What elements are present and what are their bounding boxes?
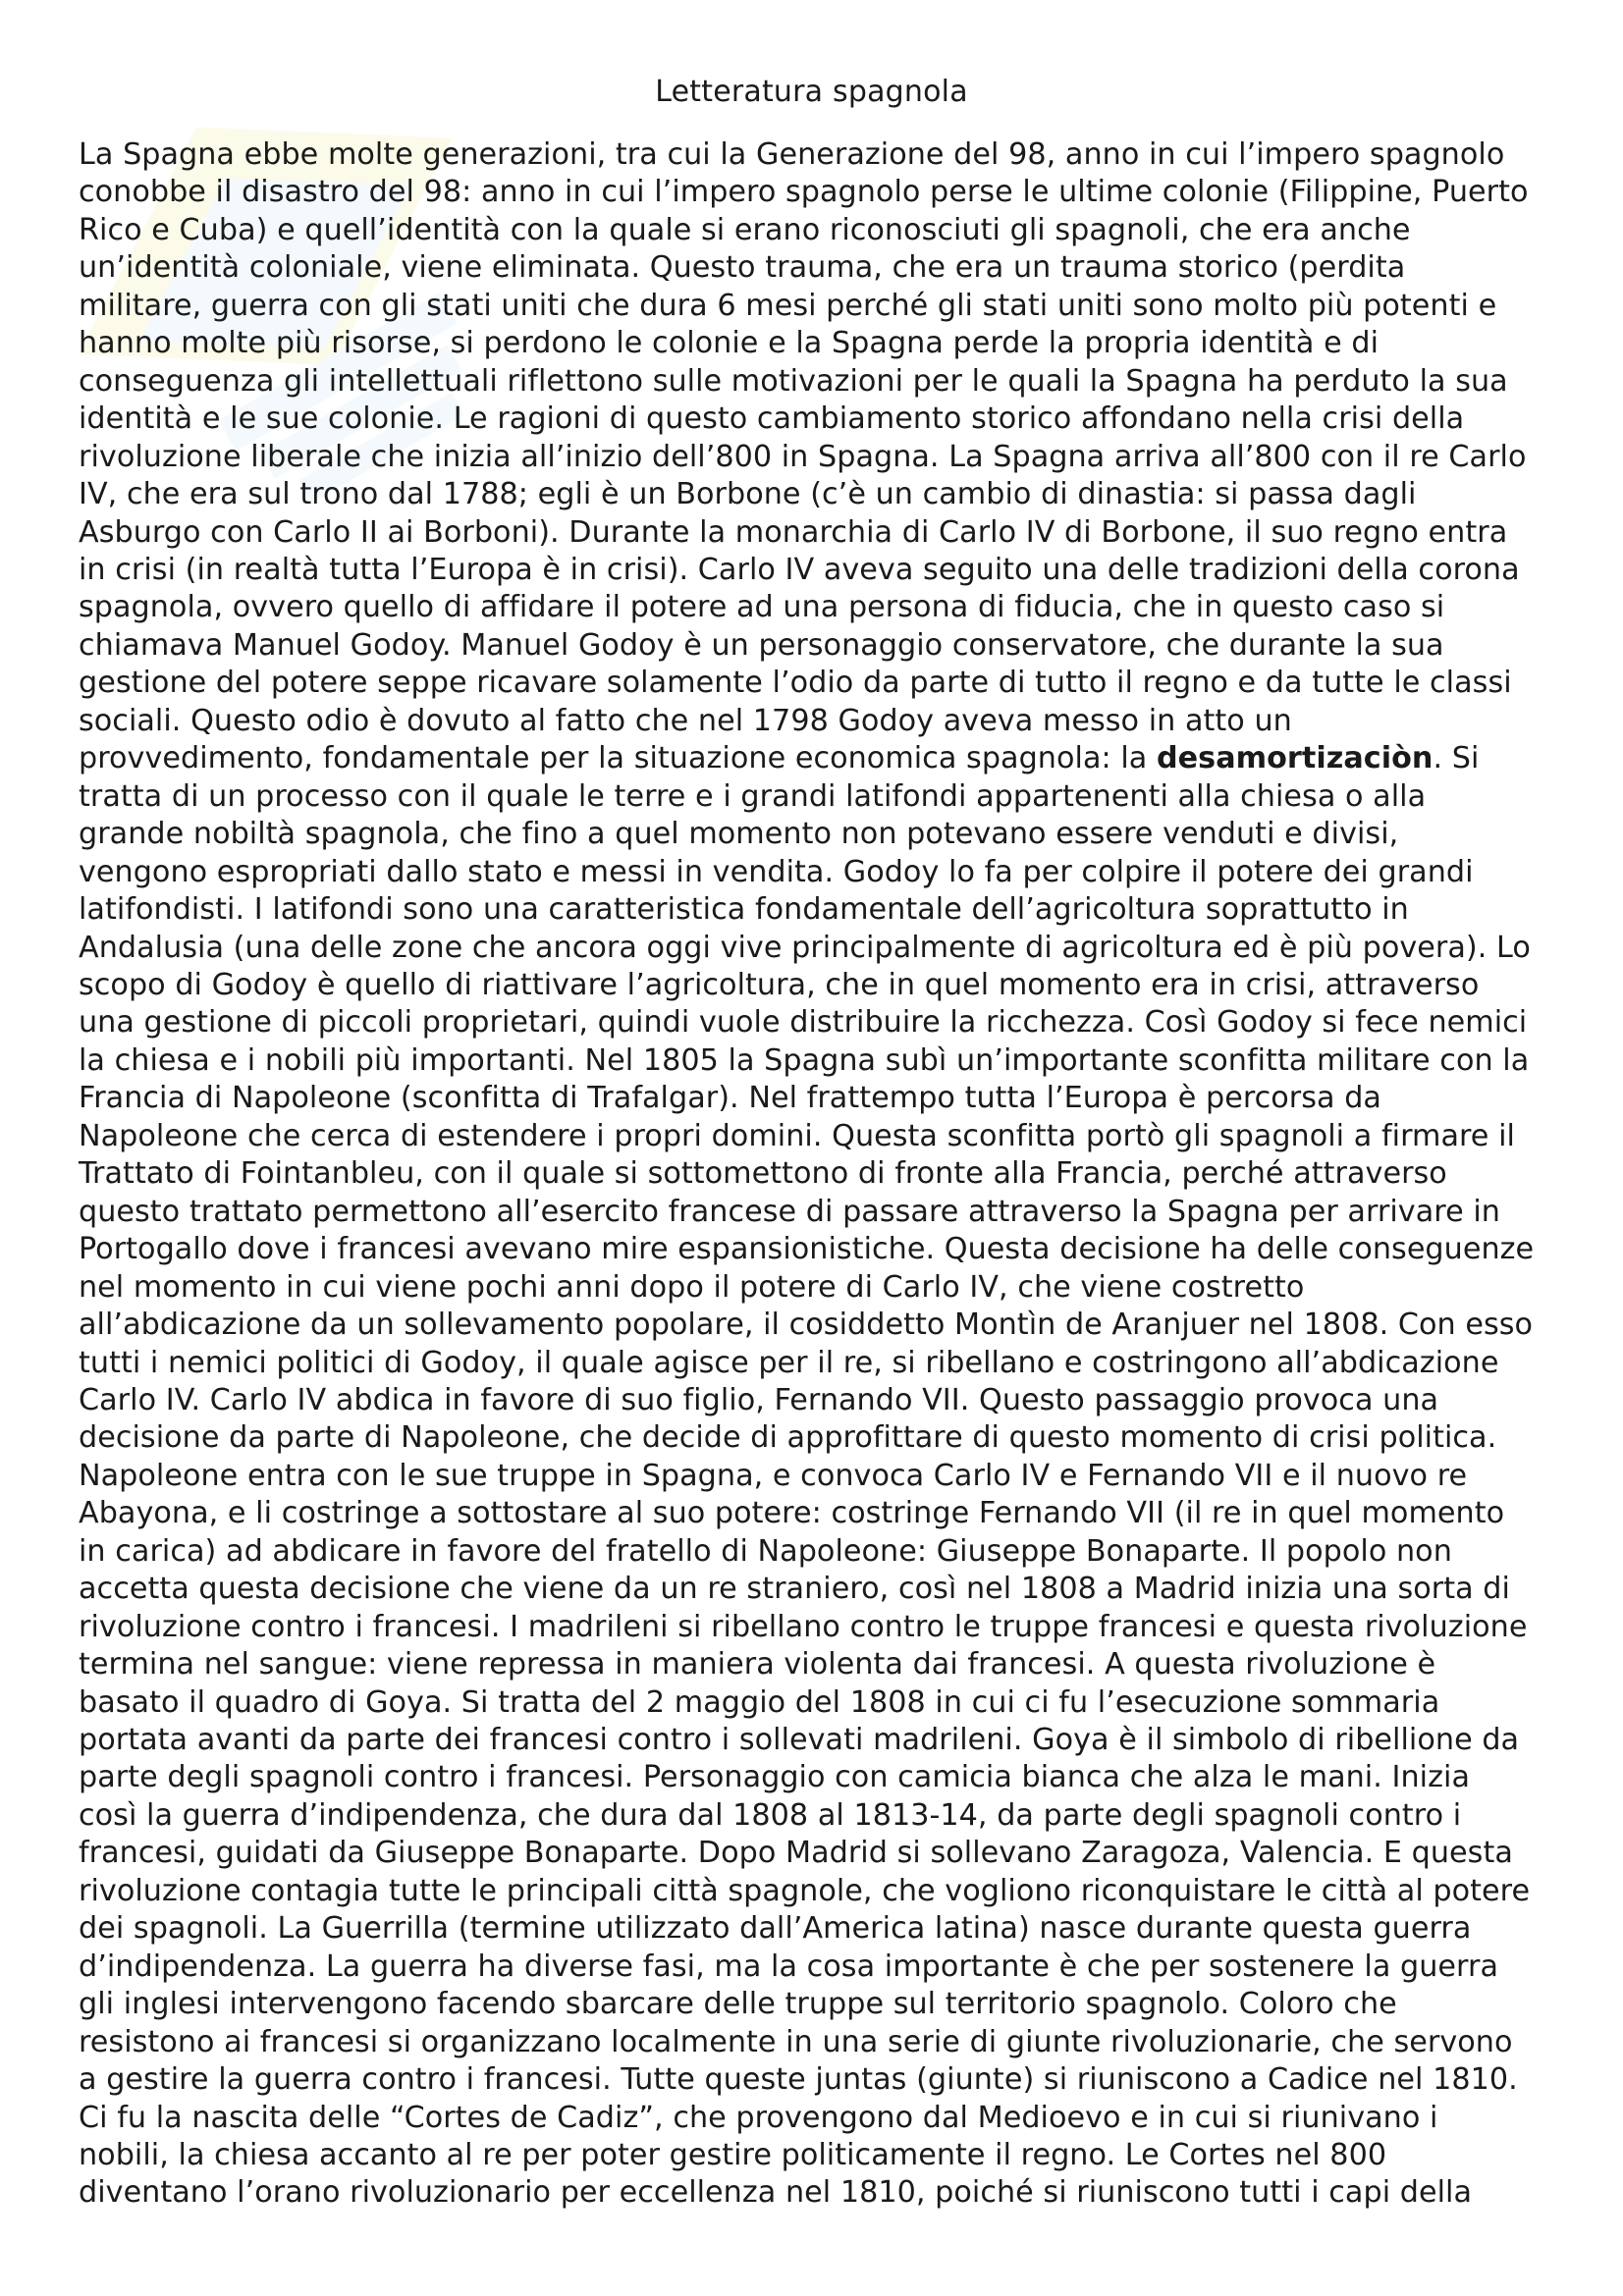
bold-term: desamortizaciòn xyxy=(1157,741,1434,776)
text-line: francesi, guidati da Giuseppe Bonaparte. Dopo Madrid si sollevano Zaragoza, Valencia. E questa xyxy=(79,1836,1513,1871)
text-line: basato il quadro di Goya. Si tratta del 2 maggio del 1808 in cui ci fu l’esecuzione sommaria xyxy=(79,1684,1440,1720)
text-line: all’abdicazione da un sollevamento popolare, il cosiddetto Montìn de Aranjuer nel 1808. Con esso xyxy=(79,1308,1534,1343)
text-line: La Spagna ebbe molte generazioni, tra cui la Generazione del 98, anno in cui l’impero spagnolo xyxy=(79,137,1505,172)
text-line: tratta di un processo con il quale le terre e i grandi latifondi appartenenti alla chiesa o alla xyxy=(79,778,1427,814)
text-line: gli inglesi intervengono facendo sbarcare delle truppe sul territorio spagnolo. Coloro che xyxy=(79,1987,1397,2022)
text-line: identità e le sue colonie. Le ragioni di questo cambiamento storico affondano nella crisi della xyxy=(79,401,1465,437)
page-title: Letteratura spagnola xyxy=(655,75,968,109)
text-line: IV, che era sul trono dal 1788; egli è un Borbone (c’è un cambio di dinastia: si passa dagli xyxy=(79,477,1417,512)
text-line: grande nobiltà spagnola, che fino a quel momento non potevano essere venduti e divisi, xyxy=(79,817,1399,852)
text-line: rivoluzione contagia tutte le principali città spagnole, che vogliono riconquistare le città al potere xyxy=(79,1873,1531,1908)
text-line: parte degli spagnoli contro i francesi. Personaggio con camicia bianca che alza le mani. Inizia xyxy=(79,1760,1470,1795)
text-line: accetta questa decisione che viene da un re straniero, così nel 1808 a Madrid inizia una sorta di xyxy=(79,1572,1510,1607)
text-line: Napoleone che cerca di estendere i propri domini. Questa sconfitta portò gli spagnoli a firmare il xyxy=(79,1118,1515,1153)
text-line: Asburgo con Carlo II ai Borboni). Durante la monarchia di Carlo IV di Borbone, il suo regno entra xyxy=(79,514,1508,550)
text-line: conobbe il disastro del 98: anno in cui l’impero spagnolo perse le ultime colonie (Filippine, Puerto xyxy=(79,175,1529,210)
text-line: resistono ai francesi si organizzano localmente in una serie di giunte rivoluzionarie, che servono xyxy=(79,2024,1513,2059)
text-line: tutti i nemici politici di Godoy, il quale agisce per il re, si ribellano e costringono all’abdicazione xyxy=(79,1345,1499,1380)
text-line: portata avanti da parte dei francesi contro i sollevati madrileni. Goya è il simbolo di ribellione da xyxy=(79,1723,1520,1758)
text-line: dei spagnoli. La Guerrilla (termine utilizzato dall’America latina) nasce durante questa guerra xyxy=(79,1911,1472,1947)
text-line: un’identità coloniale, viene eliminata. Questo trauma, che era un trauma storico (perdita xyxy=(79,250,1406,286)
text-line: Ci fu la nascita delle “Cortes de Cadiz”, che provengono dal Medioevo e in cui si riunivano i xyxy=(79,2100,1438,2135)
line-segment: provvedimento, fondamentale per la situazione economica spagnola: la xyxy=(79,741,1157,776)
text-line: così la guerra d’indipendenza, che dura dal 1808 al 1813-14, da parte degli spagnoli contro i xyxy=(79,1797,1462,1833)
text-line: Francia di Napoleone (sconfitta di Trafalgar). Nel frattempo tutta l’Europa è percorsa da xyxy=(79,1081,1381,1116)
text-line: a gestire la guerra contro i francesi. Tutte queste juntas (giunte) si riuniscono a Cadice nel 1810. xyxy=(79,2062,1518,2098)
text-line: Andalusia (una delle zone che ancora oggi vive principalmente di agricoltura ed è più povera). Lo xyxy=(79,930,1531,965)
text-line: questo trattato permettono all’esercito francese di passare attraverso la Spagna per arrivare in xyxy=(79,1194,1500,1229)
text-line: diventano l’orano rivoluzionario per eccellenza nel 1810, poiché si riuniscono tutti i capi della xyxy=(79,2175,1473,2211)
text-line: rivoluzione liberale che inizia all’inizio dell’800 in Spagna. La Spagna arriva all’800 con il re Carlo xyxy=(79,439,1527,474)
line-segment: . Si xyxy=(1433,741,1480,776)
text-line: una gestione di piccoli proprietari, quindi vuole distribuire la ricchezza. Così Godoy si fece nemici xyxy=(79,1005,1528,1041)
text-line: Abayona, e li costringe a sottostare al suo potere: costringe Fernando VII (il re in quel momento xyxy=(79,1496,1505,1531)
text-line: in crisi (in realtà tutta l’Europa è in crisi). Carlo IV aveva seguito una delle tradizioni della corona xyxy=(79,552,1520,587)
text-line: spagnola, ovvero quello di affidare il potere ad una persona di fiducia, che in questo caso si xyxy=(79,590,1445,625)
text-line: latifondisti. I latifondi sono una caratteristica fondamentale dell’agricoltura soprattutto in xyxy=(79,892,1409,928)
text-line: decisione da parte di Napoleone, che decide di approfittare di questo momento di crisi politica. xyxy=(79,1420,1497,1456)
text-line: scopo di Godoy è quello di riattivare l’agricoltura, che in quel momento era in crisi, attraverso xyxy=(79,967,1480,1002)
text-line: termina nel sangue: viene repressa in maniera violenta dai francesi. A questa rivoluzione è xyxy=(79,1647,1436,1682)
text-line: hanno molte più risorse, si perdono le colonie e la Spagna perde la propria identità e di xyxy=(79,326,1380,361)
text-line: chiamava Manuel Godoy. Manuel Godoy è un personaggio conservatore, che durante la sua xyxy=(79,627,1444,663)
text-line: sociali. Questo odio è dovuto al fatto che nel 1798 Godoy aveva messo in atto un xyxy=(79,703,1292,738)
document-body xyxy=(79,136,1551,2213)
text-line: militare, guerra con gli stati uniti che dura 6 mesi perché gli stati uniti sono molto più potenti e xyxy=(79,288,1497,323)
text-line: nel momento in cui viene pochi anni dopo il potere di Carlo IV, che viene costretto xyxy=(79,1269,1305,1305)
text-line: conseguenza gli intellettuali riflettono sulle motivazioni per le quali la Spagna ha perduto la sua xyxy=(79,363,1508,399)
text-line: Trattato di Fointanbleu, con il quale si sottomettono di fronte alla Francia, perché attraverso xyxy=(79,1156,1447,1192)
text-line: nobili, la chiesa accanto al re per poter gestire politicamente il regno. Le Cortes nel 800 xyxy=(79,2138,1387,2173)
text-line: d’indipendenza. La guerra ha diverse fasi, ma la cosa importante è che per sostenere la guerra xyxy=(79,1949,1498,1984)
text-line: rivoluzione contro i francesi. I madrileni si ribellano contro le truppe francesi e questa rivoluzione xyxy=(79,1609,1528,1644)
text-line: gestione del potere seppe ricavare solamente l’odio da parte di tutto il regno e da tutte le classi xyxy=(79,666,1512,701)
text-line: vengono espropriati dallo stato e messi in vendita. Godoy lo fa per colpire il potere dei grandi xyxy=(79,854,1474,889)
text-line: la chiesa e i nobili più importanti. Nel 1805 la Spagna subì un’importante sconfitta militare con la xyxy=(79,1042,1530,1078)
text-line: Carlo IV. Carlo IV abdica in favore di suo figlio, Fernando VII. Questo passaggio provoca una xyxy=(79,1382,1439,1417)
text-line: Napoleone entra con le sue truppe in Spagna, e convoca Carlo IV e Fernando VII e il nuovo re xyxy=(79,1458,1468,1493)
text-line: in carica) ad abdicare in favore del fratello di Napoleone: Giuseppe Bonaparte. Il popolo non xyxy=(79,1533,1452,1569)
text-line: Portogallo dove i francesi avevano mire espansionistiche. Questa decisione ha delle conseguenze xyxy=(79,1232,1535,1267)
text-line: Rico e Cuba) e quell’identità con la quale si erano riconosciuti gli spagnoli, che era anche xyxy=(79,212,1411,247)
text-line-with-bold-term xyxy=(79,740,1551,777)
